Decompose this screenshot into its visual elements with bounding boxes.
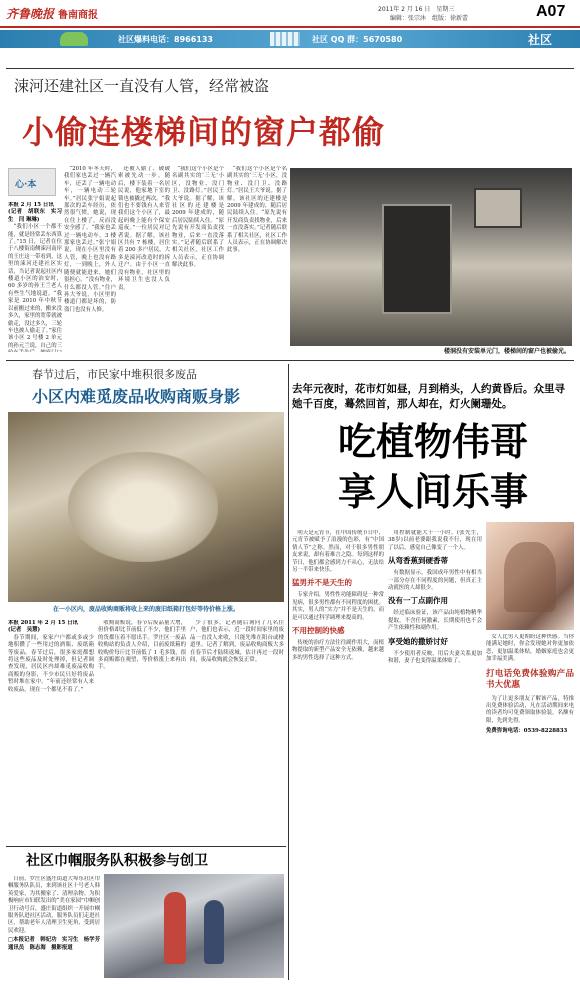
story2-headline: 小区内难觅废品收购商贩身影 [32,387,241,406]
story4-photo [104,874,284,978]
story1-column-1 [8,202,62,352]
date-line: 2011年 2 月 16 日 星期三 [378,6,455,13]
story4-headline: 社区巾帼服务队积极参与创卫 [26,853,208,869]
story1-body-3: 还被人偷了，破破索被先动一步。随后，楼下装着一名居民说，他家地下室的锁也被撬过两次。“我们也不要钱有人来管我们这个小区了，最起码晚上能有个保安巡夜。”一位居民对记者说。据了解，该社区共有 7 栋楼，居住着 200 多户居民，大多是涑河改造时的拆迁户。由于小区一直没有物业，社区里的环境卫生也没人负责。 [118,166,170,291]
story3-body-2c: 经过临床验证，该产品由纯植物精华提取，不含任何激素，长期使用也不会产生依赖性和副作用。 [388,610,482,632]
story3-sub-6: 打电话免费体验购产品书大优惠 [486,668,574,690]
story2-body-2: 收购商贩说，春节后废品量大增，但价格却比节前低了不少，他们手里的货都压着不愿出手。罗庄区一废品收购站的负责人介绍，目前废纸箱的收购价每斤比节前低了 1 毛多钱，很多商贩都在观望，等价格涨上来再出手。 [98,620,186,671]
edition-name: 鲁南商报 [58,10,98,21]
story1-body-1: “我们小区一个都不能，就是经常丢东西算了。”15 日，记者在位于八楼街南侧涑河南岸的王庄这一带看到，这里的涑河还建社区实话，当记者说起社区内楼道小区的治安时，60 多岁的孙王兰老人有些生气地说道。“我家是 2010 年中秋节以前搬过来的，搬来没多久，家里的宽带就被偷走，没过多久，三轮车也被人偷走了。”家住该小区 2 号楼 2 单元的孙元兰说，自己的三 [8,224,62,349]
building-doorway [382,204,452,314]
story2-photo [8,412,284,602]
story1-kicker: 涑河还建社区一直没有人管，经常被盗 [14,77,270,95]
masthead [0,0,580,28]
story3-column-1 [292,530,384,980]
story3-hotline: 免费咨询电话：0539-8228833 [486,728,568,735]
qq-group-text: 社区 QQ 群：5670580 [312,35,403,44]
story3-body-2d: 不少使用者反映，用后夫妻关系更加和谐，妻子也变得温柔体贴了。 [388,650,482,665]
story1-body-2: “2010 年冬天时，我们家也丢过一辆汽车，还丢了一辆电动车，一辆电动三轮车。”居民张宁娟说起那次的丢车经历，依然很气愤。她说，现在住上楼了，反而没安全感了。“我家也丢过一辆电动车，3 楼那家也丢过。”张宁娟说，现在小区里没有人管，晚上也没有路灯，一到晚上，外人随便就能进来，她们很担心。“没有物业，什么都没人管。”住户孙大爷说，小区里的楼道门都是坏的，防盗门也没有人修。 [64,166,116,313]
story1-byline: (记者 胡联东 实习生 闫 琳琳) [8,209,62,223]
story3-sub-1: 猛男并不是天生的 [292,578,352,588]
story1-body-4: “我们这个小区是个名副其实的‘三无’小区，没物业、没门卫、没路灯。”居民王大爷说。据了解，该社区的还建楼是 2009 年建成的，随后居民陆续入住。“原先说有开发商负责找物业，后来一直没落实。”记者随后联系了相关社区，社区工作人员表示，正在协调解决此事。 [172,166,224,269]
story2-dateline: 本报 2011 年 2 月 15 日讯 [8,620,78,626]
volunteer-figure [204,900,224,964]
story1-brand-tag [8,168,56,196]
story3-sub-5: 享受她的撒娇讨好 [388,636,448,646]
story3-body-3: 女人比男人更期盼这种快感。当你能满足她时，你会发现她对你更加依恋，更加温柔体贴，婚姻家庭也会更加幸福美满。 [486,634,574,663]
story1-column-4 [172,166,224,352]
story1-body-5: “我们这个小区是个名副其实的‘三无’小区，没物业、没门卫、没路灯。”居民王大爷说。据了解，该社区的还建楼是 2009 年建成的，随后居民陆续入住。“原先说有开发商负责找物业，后来一直没落实。”记者随后联系了相关社区，社区工作人员表示，正在协调解决此事。 [227,166,287,254]
story2-kicker: 春节过后，市民家中堆积很多废品 [32,368,197,381]
story3-body-1c: 传统的治疗方法往往副作用大，而植物提取的新型产品安全无依赖，越来越多的男性选择了这种方式。 [292,640,384,661]
story3-sub-2: 不用控制的快感 [292,626,345,636]
building-icon [270,32,300,46]
story1-photo-caption: 楼洞没有安装单元门，楼梯间的窗户也被偷光。 [443,348,570,355]
story2-column-1 [8,620,94,840]
story1-column-5 [227,166,287,352]
story3-body-1b: 专家介绍，男性性功能障碍是一种常见病，很多男性都有不同程度的困扰。其实，男人的“实力”并不是天生的，而是可以通过科学调理来提高的。 [292,592,384,621]
window-frame [474,188,522,228]
story1-column-3 [118,166,170,352]
column-divider [288,364,289,980]
couple-silhouette [504,542,556,612]
divider [6,68,574,69]
story3-column-3 [486,634,574,980]
divider [6,360,574,361]
story3-body-2: 用控制就能大干一小时。(张先生，38岁)以前老婆跟我说我不行，现在用了以后，感觉自己像变了一个人。 [388,530,482,551]
story3-body-2b: 有数据显示，我国成年男性中有相当一部分存在不同程度的问题，但真正主动就医的人却很少。 [388,570,482,592]
brand-logo: 齐鲁晚报 [6,7,55,21]
story1-dateline: 本报 2 月 15 日讯 [8,202,54,208]
story1-column-2 [64,166,116,352]
brand-tag-text: 心·本 [15,180,37,190]
story3-body-1: 明天是元宵节，在中国传统节日中，元宵节被赋予了浪漫的色彩，有“中国情人节”之称。然而，对于很多男性朋友来说，却有着难言之隐。每到这样的节日，他们都会感到力不从心，无法给另一半带来快乐。 [292,530,384,574]
story3-headline-a: 吃植物伟哥 [337,420,528,464]
story3-lede: 去年元夜时，花市灯如昼，月到梢头，人约黄昏后。众里寻她千百度，蓦然回首，那人却在，灯火阑珊处。 [292,383,565,410]
story2-byline: (记者 吴慧) [8,627,41,634]
hotline-bar [0,30,580,48]
story2-column-2 [98,620,186,840]
divider [6,846,286,847]
story2-column-3 [190,620,284,840]
story1-headline: 小偷连楼梯间的窗户都偷 [22,113,386,151]
editors-line: 编辑：张宗沐 组版：徐新蕾 [390,15,469,22]
story2-body-1: 春节期间，家家户户都或多或少地积攒了一些用过的酒瓶、废纸箱等废品。春节过后，很多家庭都想将这些废品及时处理掉，但记者调查发现，居民区内却难觅废品收购商贩的身影，不少市民只好将废品暂时堆在家中。“年前还经常有人来收废品，现在一个都见不着了。” [8,634,94,693]
story3-sub-4: 没有一丁点副作用 [388,596,448,606]
story3-photo [486,522,574,630]
story4-byline: □本报记者 韩妃功 实习生 杨学芳 通讯员 陈志海 摄影报道 [8,937,100,951]
volunteer-figure [164,892,186,964]
story4-column-1 [8,876,100,980]
story4-body: 日前，罗庄区盛庄街道大埠东社区巾帼服务队队员，来到该社区十号老人韩英爱家，为其搬家了、清理杂物。为积极响应市妇联发出的“美在家园”巾帼创卫行动号召，盛庄街道组织一开展巾帼服务队进社区活动，服务队员们走进社区，帮助老年人清理卫生死角，受到居民欢迎。 [8,876,100,934]
hotline-text: 社区爆料电话：8966133 [118,35,213,44]
story2-body-3: 少了很多，记者随后询问了几名住户，他们也表示，近一段时间家里的废品一直没人来收，只能先堆在阳台或楼道里。记者了解到，废品收购商贩大多在春节后才陆续返城，估计再过一段时间，废品收购就会恢复正常。 [190,620,284,664]
story3-sub-3: 从弯香蕉到硬香蒂 [388,556,448,566]
page-number: A07 [536,3,566,20]
story3-headline-b: 享人间乐事 [337,470,528,514]
story3-column-2 [388,530,482,980]
paper-pile [68,452,218,562]
story3-body-3b: 为了让更多朋友了解该产品，特推出免费体验活动，凡在活动期间来电的读者均可免费领取体验装，名额有限，先到先得。 [486,695,574,724]
story1-photo [290,168,572,346]
tree-icon [60,32,88,46]
section-badge: 社区 [528,33,553,47]
story2-photo-caption: 在一小区内，废品收购商贩将收上来的废旧纸箱打包好等待价格上涨。 [52,606,239,613]
